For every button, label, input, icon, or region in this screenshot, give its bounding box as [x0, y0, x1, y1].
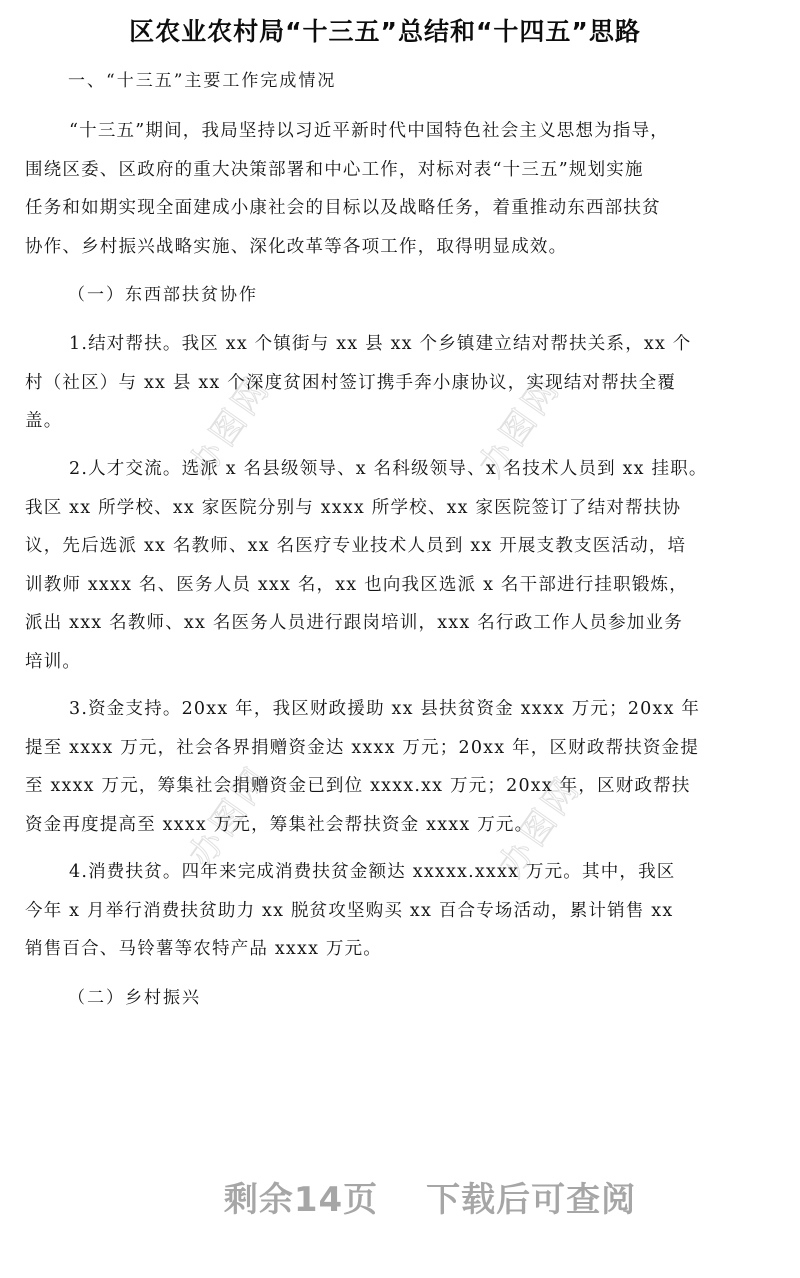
watermark: 办图网 — [180, 368, 279, 485]
text-line: 我区 xx 所学校、xx 家医院分别与 xxxx 所学校、xx 家医院签订了结对帮扶协 — [25, 497, 682, 518]
text-line: 议，先后选派 xx 名教师、xx 名医疗专业技术人员到 xx 开展支教支医活动，培 — [25, 536, 687, 556]
text-line: 至 xxxx 万元，筹集社会捐赠资金已到位 xxxx.xx 万元；20xx 年，区财政帮扶 — [25, 776, 691, 796]
text-line: 协作、乡村振兴战略实施、深化改革等各项工作，取得明显成效。 — [25, 236, 568, 257]
text-line: 训教师 xxxx 名、医务人员 xxx 名，xx 也向我区选派 x 名干部进行挂职锻炼， — [25, 574, 688, 595]
text-line: 培训。 — [25, 651, 82, 672]
text-line: 派出 xxx 名教师、xx 名医务人员进行跟岗培训，xxx 名行政工作人员参加业务 — [25, 613, 683, 633]
text-line: 盖。 — [25, 411, 63, 431]
text-line: 今年 x 月举行消费扶贫助力 xx 脱贫攻坚购买 xx 百合专场活动，累计销售 xx — [25, 900, 674, 921]
item-paragraph-3 — [25, 690, 747, 844]
item-paragraph-4 — [25, 853, 747, 969]
text-line: 任务和如期实现全面建成小康社会的目标以及战略任务，着重推动东西部扶贫 — [25, 198, 661, 218]
item-paragraph-2 — [25, 450, 747, 681]
text-line: 销售百合、马铃薯等农特产品 xxxx 万元。 — [25, 939, 383, 959]
remaining-pages-text: 剩余14页 — [223, 1180, 379, 1220]
document-title: 区农业农村局“十三五”总结和“十四五”思路 — [129, 17, 641, 46]
text-line: 1.结对帮扶。我区 xx 个镇街与 xx 县 xx 个乡镇建立结对帮扶关系，xx 个 — [69, 334, 692, 354]
watermark: 办图网 — [180, 758, 279, 875]
text-line: 提至 xxxx 万元，社会各界捐赠资金达 xxxx 万元；20xx 年，区财政帮扶资金提 — [25, 737, 700, 758]
text-line: 围绕区委、区政府的重大决策部署和中心工作，对标对表“十三五”规划实施 — [25, 159, 644, 180]
item-paragraph-1 — [25, 325, 747, 441]
text-line: 村（社区）与 xx 县 xx 个深度贫困村签订携手奔小康协议，实现结对帮扶全覆 — [25, 372, 677, 393]
text-line: “十三五”期间，我局坚持以习近平新时代中国特色社会主义思想为指导， — [69, 121, 669, 141]
intro-paragraph — [25, 112, 747, 266]
download-prompt-banner[interactable] — [0, 1172, 800, 1221]
section-heading: 一、“十三五”主要工作完成情况 — [68, 71, 337, 91]
subsection-heading: （一）东西部扶贫协作 — [68, 285, 258, 305]
watermark: 办图网 — [470, 368, 569, 485]
text-line: 资金再度提高至 xxxx 万元，筹集社会帮扶资金 xxxx 万元。 — [25, 814, 534, 835]
text-line: 3.资金支持。20xx 年，我区财政援助 xx 县扶贫资金 xxxx 万元；20xx 年 — [69, 699, 701, 719]
text-line: 4.消费扶贫。四年来完成消费扶贫金额达 xxxxx.xxxx 万元。其中，我区 — [69, 862, 676, 882]
text-line: 2.人才交流。选派 x 名县级领导、x 名科级领导、x 名技术人员到 xx 挂职。 — [69, 459, 708, 479]
download-hint-text[interactable]: 下载后可查阅 — [426, 1180, 637, 1220]
subsection-heading: （二）乡村振兴 — [68, 988, 201, 1008]
watermark: 办图网 — [490, 768, 589, 885]
